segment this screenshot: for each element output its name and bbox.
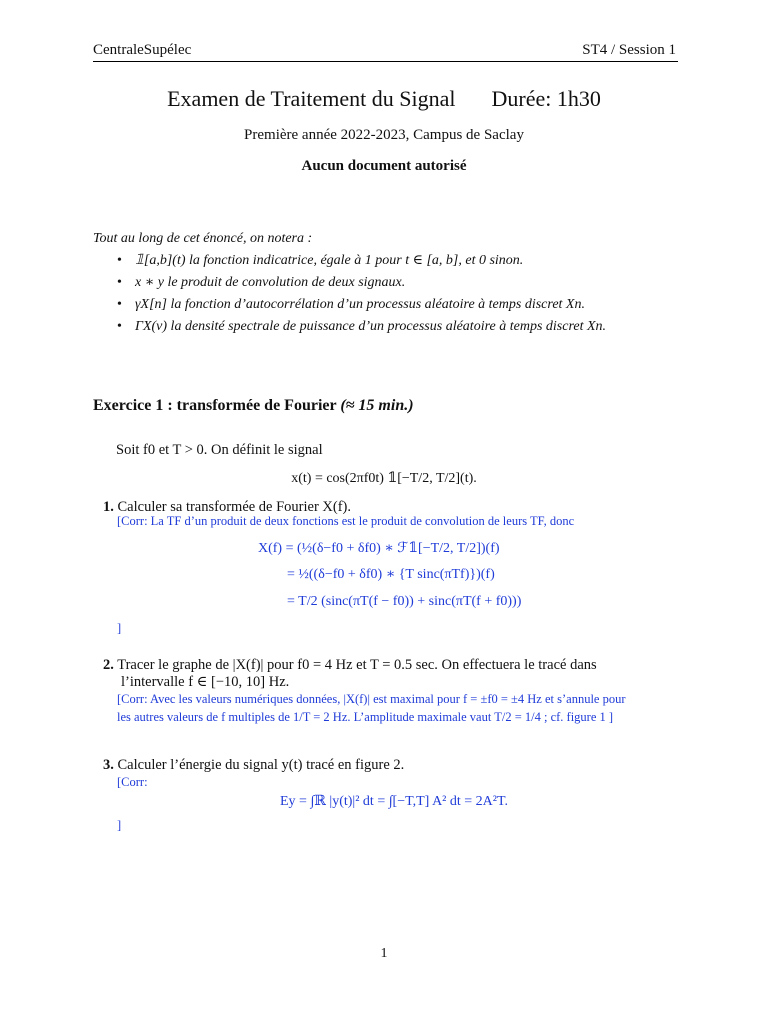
page-title bbox=[0, 86, 768, 112]
q3-equation: Ey = ∫ℝ |y(t)|² dt = ∫[−T,T] A² dt = 2A²T. bbox=[280, 794, 508, 809]
exam-subtitle: Première année 2022-2023, Campus de Saclay bbox=[244, 127, 524, 143]
exercise-title: Exercice 1 : transformée de Fourier (≈ 15 min.) bbox=[93, 397, 414, 414]
list-item: • ΓX(ν) la densité spectrale de puissance d’un processus aléatoire à temps discret Xn. bbox=[117, 319, 607, 334]
exam-title: Examen de Traitement du Signal bbox=[167, 86, 456, 111]
notations-intro: Tout au long de cet énoncé, on notera : bbox=[93, 231, 313, 246]
no-documents-notice: Aucun document autorisé bbox=[301, 158, 467, 174]
q1-equation-3: = T/2 (sinc(πT(f − f0)) + sinc(πT(f + f0))) bbox=[287, 594, 522, 609]
list-item: • γX[n] la fonction d’autocorrélation d’un processus aléatoire à temps discret Xn. bbox=[117, 297, 585, 312]
bullet-icon: • bbox=[117, 253, 122, 268]
question-3: 3. Calculer l’énergie du signal y(t) tracé en figure 2. bbox=[103, 757, 405, 773]
q1-equation-1: X(f) = (½(δ−f0 + δf0) ∗ ℱ𝟙[−T/2, T/2])(f) bbox=[258, 541, 500, 556]
question-2-line-2: l’intervalle f ∈ [−10, 10] Hz. bbox=[121, 674, 290, 690]
exam-duration: Durée: 1h30 bbox=[491, 86, 601, 111]
header-institution: CentraleSupélec bbox=[93, 42, 192, 58]
list-item: • x ∗ y le produit de convolution de deux signaux. bbox=[117, 275, 406, 290]
question-2: 2. Tracer le graphe de |X(f)| pour f0 = 4 Hz et T = 0.5 sec. On effectuera le tracé dans bbox=[103, 657, 597, 673]
header-session: ST4 / Session 1 bbox=[582, 42, 676, 58]
signal-equation: x(t) = cos(2πf0t) 𝟙[−T/2, T/2](t). bbox=[291, 471, 477, 486]
exercise-statement: Soit f0 et T > 0. On définit le signal bbox=[116, 442, 323, 458]
notations-list bbox=[117, 252, 606, 340]
header-rule bbox=[93, 61, 678, 62]
page-number: 1 bbox=[380, 946, 388, 961]
question-1: 1. Calculer sa transformée de Fourier X(f). bbox=[103, 499, 352, 515]
bullet-icon: • bbox=[117, 319, 122, 334]
bullet-icon: • bbox=[117, 275, 122, 290]
q1-correction-intro: [Corr: La TF d’un produit de deux fonctions est le produit de convolution de leurs TF, donc bbox=[117, 514, 575, 528]
q2-correction-line-2: les autres valeurs de f multiples de 1/T = 2 Hz. L’amplitude maximale vaut T/2 = 1/4 ; cf. figure 1 ] bbox=[117, 710, 614, 724]
exercise-duration: (≈ 15 min.) bbox=[340, 397, 414, 414]
bullet-icon: • bbox=[117, 297, 122, 312]
list-item: • 𝟙[a,b](t) la fonction indicatrice, égale à 1 pour t ∈ [a, b], et 0 sinon. bbox=[117, 253, 524, 268]
q3-correction-intro: [Corr: bbox=[117, 775, 148, 789]
q3-correction-end: ] bbox=[117, 818, 122, 832]
q1-equation-2: = ½((δ−f0 + δf0) ∗ {T sinc(πTf)})(f) bbox=[287, 567, 495, 582]
q2-correction-line-1: [Corr: Avec les valeurs numériques données, |X(f)| est maximal pour f = ±f0 = ±4 Hz et s’annule pour bbox=[117, 692, 626, 706]
q1-correction-end: ] bbox=[117, 621, 122, 635]
